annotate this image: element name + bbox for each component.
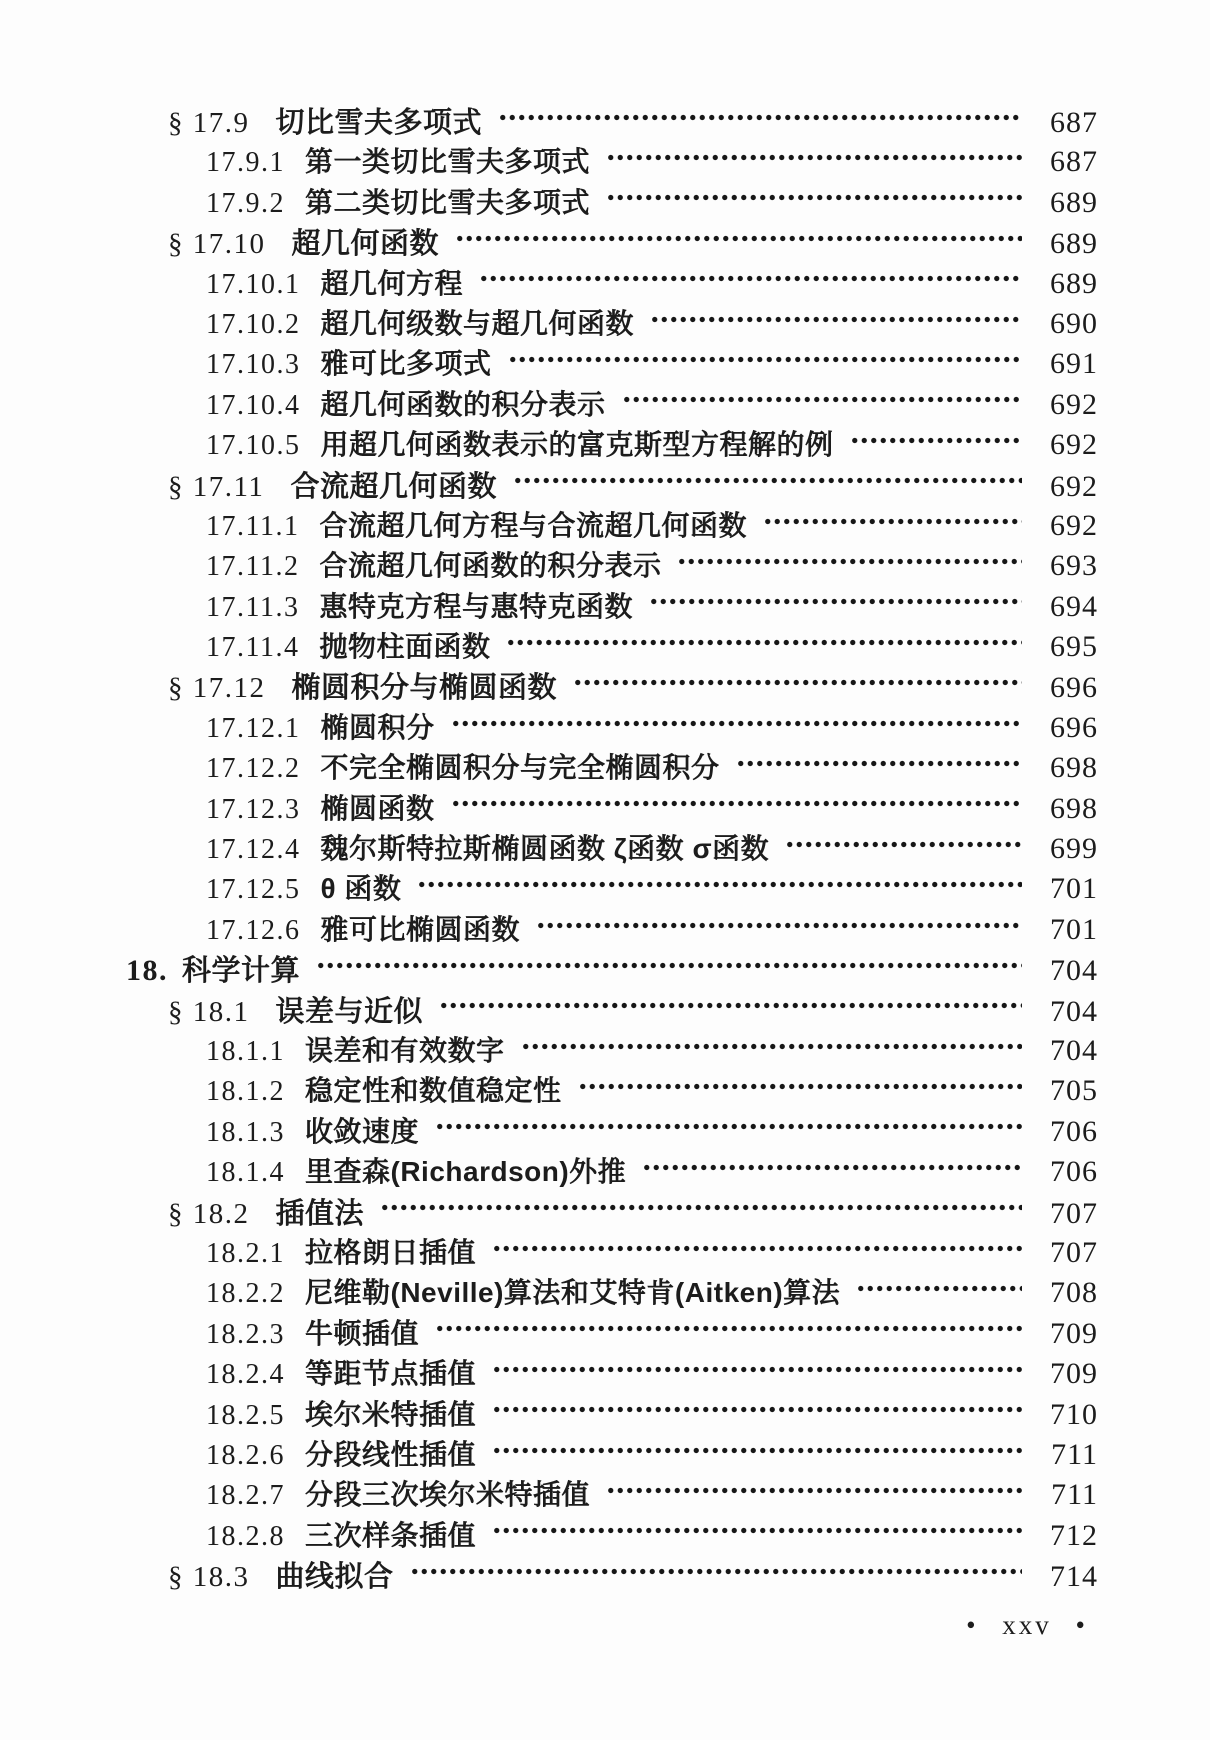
toc-entry xyxy=(0,989,1210,1029)
entry-number: 18.2.5 xyxy=(206,1399,285,1431)
entry-number: 18.2.3 xyxy=(206,1318,285,1350)
dot-leader xyxy=(785,841,1022,848)
entry-title: 用超几何函数表示的富克斯型方程解的例 xyxy=(320,429,834,461)
entry-title: 合流超几何函数 xyxy=(290,470,497,503)
toc-entry xyxy=(0,1514,1210,1554)
entry-title: 不完全椭圆积分与完全椭圆积分 xyxy=(320,752,720,784)
dot-leader xyxy=(492,1366,1022,1373)
dot-leader xyxy=(606,154,1022,161)
entry-number: § 18.1 xyxy=(168,995,250,1028)
entry-page: 687 xyxy=(1050,106,1098,139)
entry-title: 第一类切比雪夫多项式 xyxy=(305,146,591,178)
toc-entry xyxy=(0,1069,1210,1109)
entry-page: 701 xyxy=(1050,912,1098,946)
entry-page: 689 xyxy=(1050,266,1098,300)
entry-page: 698 xyxy=(1050,751,1098,785)
dot-leader xyxy=(417,881,1022,888)
entry-title: 插值法 xyxy=(275,1197,365,1230)
toc-entry xyxy=(0,867,1210,907)
dot-leader xyxy=(479,275,1022,282)
entry-page: 708 xyxy=(1050,1276,1098,1310)
toc-entry xyxy=(0,221,1210,261)
entry-page: 714 xyxy=(1050,1560,1098,1594)
dot-leader xyxy=(650,316,1022,323)
entry-title: 牛顿插值 xyxy=(305,1317,420,1349)
entry-number: 18.2.2 xyxy=(206,1278,285,1310)
entry-page: 711 xyxy=(1051,1437,1098,1471)
entry-title: 稳定性和数值稳定性 xyxy=(305,1075,562,1107)
entry-title: 分段线性插值 xyxy=(305,1438,477,1470)
dot-leader xyxy=(606,1487,1022,1494)
entry-number: 17.12.3 xyxy=(206,793,301,825)
entry-number: 17.10.5 xyxy=(206,430,301,462)
entry-title: 超几何函数 xyxy=(291,228,440,261)
toc-entry xyxy=(0,1554,1210,1594)
entry-number: 17.10.4 xyxy=(206,389,301,421)
entry-number: § 17.10 xyxy=(168,228,266,261)
dot-leader xyxy=(622,396,1022,403)
entry-title: 第二类切比雪夫多项式 xyxy=(305,186,591,218)
toc-entry xyxy=(0,948,1210,988)
dot-leader xyxy=(492,1447,1022,1454)
entry-number: 18.2.8 xyxy=(206,1520,285,1552)
entry-page: 710 xyxy=(1050,1397,1098,1431)
entry-page: 693 xyxy=(1050,549,1098,583)
entry-number: 18.2.4 xyxy=(206,1359,285,1391)
toc-entry xyxy=(0,464,1210,504)
dot-leader xyxy=(455,235,1022,242)
entry-page: 706 xyxy=(1050,1114,1098,1148)
toc-entry xyxy=(0,1433,1210,1473)
entry-page: 698 xyxy=(1050,791,1098,825)
dot-leader xyxy=(492,1527,1022,1534)
dot-leader xyxy=(451,720,1022,727)
dot-leader xyxy=(850,437,1022,444)
entry-page: 689 xyxy=(1050,227,1098,261)
entry-page: 704 xyxy=(1050,1033,1098,1067)
entry-page: 709 xyxy=(1050,1316,1098,1350)
toc-entry xyxy=(0,1029,1210,1069)
entry-number: § 18.2 xyxy=(168,1197,250,1230)
entry-number: 17.10.1 xyxy=(206,268,301,300)
entry-title: 魏尔斯特拉斯椭圆函数 ζ函数 σ函数 xyxy=(320,833,770,865)
entry-title: 埃尔米特插值 xyxy=(305,1398,477,1430)
toc-entry xyxy=(0,100,1210,140)
entry-number: § 18.3 xyxy=(168,1561,250,1594)
dot-leader xyxy=(677,558,1022,565)
entry-page: 689 xyxy=(1050,185,1098,219)
toc-entry xyxy=(0,1352,1210,1392)
dot-leader xyxy=(410,1568,1022,1575)
entry-title: 惠特克方程与惠特克函数 xyxy=(319,590,633,622)
entry-number: 17.11.4 xyxy=(206,632,300,664)
entry-title: 抛物柱面函数 xyxy=(319,631,491,663)
entry-page: 707 xyxy=(1050,1235,1098,1269)
toc-entry xyxy=(0,1312,1210,1352)
toc-entry xyxy=(0,665,1210,705)
entry-page: 692 xyxy=(1050,428,1098,462)
entry-number: 18.1.3 xyxy=(206,1116,285,1148)
entry-title: 科学计算 xyxy=(182,955,301,988)
toc-entry xyxy=(0,1231,1210,1271)
entry-page: 701 xyxy=(1050,872,1098,906)
entry-title: 合流超几何方程与合流超几何函数 xyxy=(319,509,747,541)
entry-title: 误差和有效数字 xyxy=(305,1034,505,1066)
entry-page: 709 xyxy=(1050,1357,1098,1391)
entry-number: § 17.11 xyxy=(168,470,265,503)
entry-title: 收敛速度 xyxy=(305,1115,420,1147)
dot-leader xyxy=(763,518,1022,525)
dot-leader xyxy=(642,1164,1022,1171)
entry-page: 692 xyxy=(1050,469,1098,503)
entry-number: 17.9.2 xyxy=(206,187,285,219)
entry-number: 17.10.2 xyxy=(206,308,301,340)
entry-title: 三次样条插值 xyxy=(305,1519,477,1551)
dot-leader xyxy=(435,1123,1022,1130)
entry-title: 椭圆积分与椭圆函数 xyxy=(291,672,558,705)
entry-title: 尼维勒(Neville)算法和艾特肯(Aitken)算法 xyxy=(305,1277,841,1309)
entry-number: 17.11.2 xyxy=(206,551,300,583)
entry-title: 误差与近似 xyxy=(275,995,424,1028)
toc-entry xyxy=(0,585,1210,625)
toc-entry xyxy=(0,423,1210,463)
entry-page: 695 xyxy=(1050,630,1098,664)
toc-entry xyxy=(0,625,1210,665)
entry-title: 拉格朗日插值 xyxy=(305,1236,477,1268)
toc-entry xyxy=(0,140,1210,180)
entry-number: 17.12.6 xyxy=(206,914,301,946)
dot-leader xyxy=(513,477,1022,484)
entry-title: 椭圆积分 xyxy=(320,711,435,743)
dot-leader xyxy=(380,1204,1022,1211)
entry-title: 分段三次埃尔米特插值 xyxy=(305,1479,591,1511)
dot-leader xyxy=(492,1406,1022,1413)
entry-page: 692 xyxy=(1050,387,1098,421)
entry-number: 18.1.1 xyxy=(206,1035,285,1067)
entry-page: 694 xyxy=(1050,589,1098,623)
toc-entry xyxy=(0,908,1210,948)
dot-leader xyxy=(506,639,1022,646)
entry-number: 17.12.5 xyxy=(206,874,301,906)
entry-number: § 17.12 xyxy=(168,672,266,705)
page-number-footer: • xxv • xyxy=(966,1610,1088,1641)
entry-number: § 17.9 xyxy=(168,107,250,139)
toc-entry xyxy=(0,706,1210,746)
dot-leader xyxy=(573,679,1022,686)
toc-entry xyxy=(0,181,1210,221)
toc-entry xyxy=(0,504,1210,544)
dot-leader xyxy=(649,598,1022,605)
entry-page: 705 xyxy=(1050,1074,1098,1108)
toc-entry xyxy=(0,383,1210,423)
entry-title: 椭圆函数 xyxy=(320,792,435,824)
toc-entry xyxy=(0,1473,1210,1513)
toc-entry xyxy=(0,1150,1210,1190)
entry-number: 17.11.1 xyxy=(206,510,300,542)
entry-title: 雅可比椭圆函数 xyxy=(320,913,521,945)
entry-number: 17.12.2 xyxy=(206,753,301,785)
entry-title: 超几何函数的积分表示 xyxy=(320,388,606,420)
entry-number: 18. xyxy=(126,954,168,988)
toc-entry xyxy=(0,302,1210,342)
entry-number: 17.12.4 xyxy=(206,834,301,866)
entry-number: 18.1.2 xyxy=(206,1076,285,1108)
entry-page: 692 xyxy=(1050,508,1098,542)
toc-entry xyxy=(0,1110,1210,1150)
entry-number: 17.10.3 xyxy=(206,349,301,381)
entry-title: 雅可比多项式 xyxy=(320,348,492,380)
dot-leader xyxy=(736,760,1022,767)
dot-leader xyxy=(498,114,1022,121)
dot-leader xyxy=(439,1002,1022,1009)
entry-number: 18.1.4 xyxy=(206,1157,285,1189)
entry-title: 切比雪夫多项式 xyxy=(275,107,483,139)
entry-number: 17.11.3 xyxy=(206,591,300,623)
entry-page: 712 xyxy=(1050,1518,1098,1552)
entry-page: 711 xyxy=(1051,1478,1098,1512)
entry-title: θ 函数 xyxy=(320,873,402,905)
dot-leader xyxy=(606,194,1022,201)
toc-entry xyxy=(0,1191,1210,1231)
entry-page: 707 xyxy=(1050,1196,1098,1230)
entry-number: 18.2.1 xyxy=(206,1237,285,1269)
entry-page: 706 xyxy=(1050,1155,1098,1189)
entry-page: 687 xyxy=(1050,145,1098,179)
toc-entry xyxy=(0,746,1210,786)
toc-entry xyxy=(0,1393,1210,1433)
entry-page: 704 xyxy=(1050,954,1098,988)
dot-leader xyxy=(521,1043,1022,1050)
dot-leader xyxy=(856,1285,1022,1292)
entry-title: 超几何方程 xyxy=(320,267,464,299)
entry-page: 704 xyxy=(1050,994,1098,1028)
toc-entry xyxy=(0,827,1210,867)
toc-entry xyxy=(0,1271,1210,1311)
dot-leader xyxy=(508,356,1022,363)
entry-page: 696 xyxy=(1050,710,1098,744)
entry-page: 696 xyxy=(1050,671,1098,705)
entry-title: 等距节点插值 xyxy=(305,1358,477,1390)
entry-number: 17.9.1 xyxy=(206,147,285,179)
dot-leader xyxy=(492,1245,1022,1252)
entry-title: 里查森(Richardson)外推 xyxy=(305,1156,627,1188)
entry-title: 曲线拟合 xyxy=(275,1561,394,1594)
toc-entry xyxy=(0,262,1210,302)
toc-entry xyxy=(0,342,1210,382)
dot-leader xyxy=(435,1325,1022,1332)
entry-title: 超几何级数与超几何函数 xyxy=(320,307,635,339)
entry-number: 18.2.7 xyxy=(206,1480,285,1512)
entry-page: 690 xyxy=(1050,306,1098,340)
dot-leader xyxy=(578,1083,1022,1090)
entry-title: 合流超几何函数的积分表示 xyxy=(319,550,662,582)
toc-entry xyxy=(0,787,1210,827)
dot-leader xyxy=(451,800,1022,807)
dot-leader xyxy=(536,922,1022,929)
entry-page: 699 xyxy=(1050,832,1098,866)
toc-entry xyxy=(0,544,1210,584)
entry-number: 18.2.6 xyxy=(206,1439,285,1471)
entry-page: 691 xyxy=(1050,347,1098,381)
dot-leader xyxy=(316,962,1022,969)
entry-number: 17.12.1 xyxy=(206,712,301,744)
